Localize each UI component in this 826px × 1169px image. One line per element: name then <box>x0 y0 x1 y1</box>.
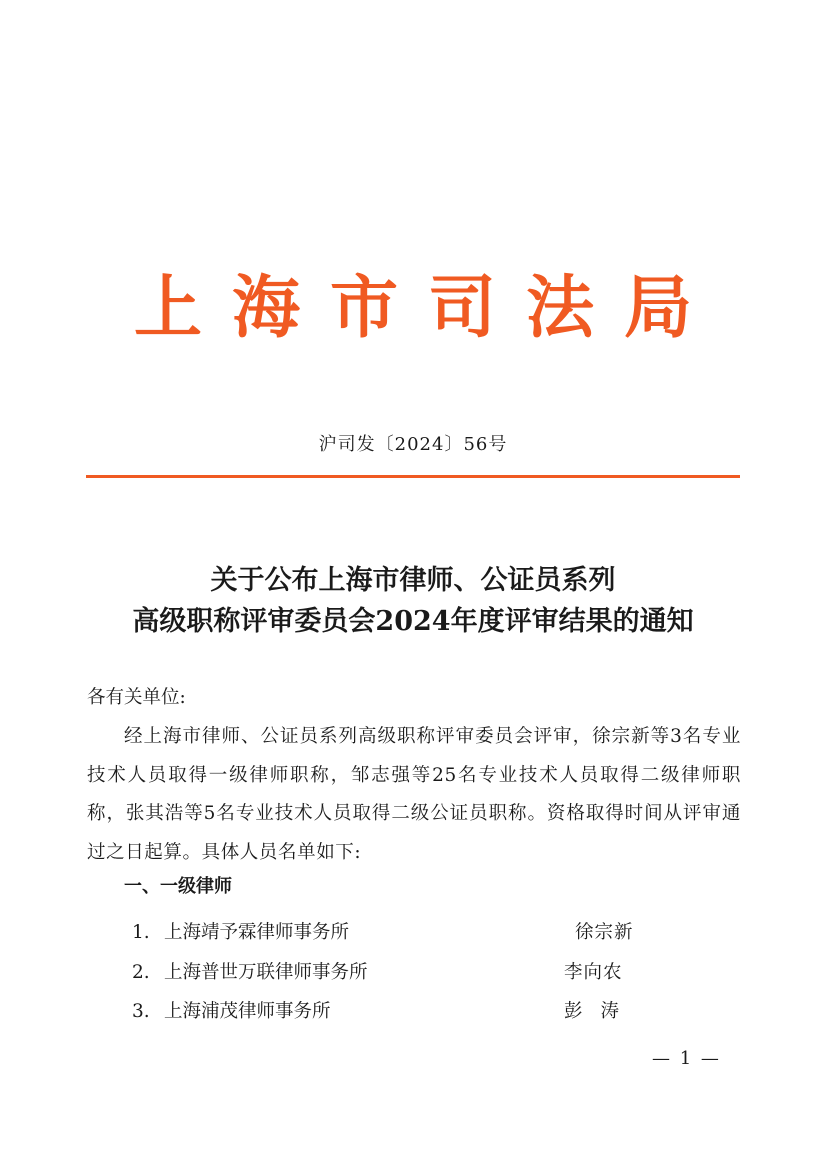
title-line-2: 高级职称评审委员会2024年度评审结果的通知 <box>132 606 694 637</box>
red-divider-line <box>86 475 740 478</box>
list-item-person: 彭涛 <box>564 1001 638 1022</box>
document-title <box>0 560 826 642</box>
body-paragraph: 经上海市律师、公证员系列高级职称评审委员会评审，徐宗新等3名专业技术人员取得一级律师职称，邹志强等25名专业技术人员取得二级律师职称，张其浩等5名专业技术人员取得二级公证员职称。资格取得时间从评审通过之日起算。具体人员名单如下: <box>87 726 741 863</box>
list-item <box>132 997 732 1035</box>
page-number: — 1 — <box>652 1048 721 1069</box>
list-item-person: 徐宗新 <box>575 922 634 943</box>
list-item <box>132 918 732 956</box>
document-number: 沪司发〔2024〕56号 <box>318 434 508 455</box>
list-item-person: 李向农 <box>564 962 623 983</box>
issuer-masthead: 上海市司法局 <box>133 268 722 348</box>
list-item-organization: 上海靖予霖律师事务所 <box>164 922 350 943</box>
list-item <box>132 958 732 996</box>
list-item-number: 2. <box>132 962 150 983</box>
list-item-number: 3. <box>132 1001 150 1022</box>
title-line-1: 关于公布上海市律师、公证员系列 <box>210 565 616 596</box>
section-heading: 一、一级律师 <box>124 876 232 897</box>
list-item-organization: 上海普世万联律师事务所 <box>164 962 368 983</box>
list-item-organization: 上海浦茂律师事务所 <box>164 1001 331 1022</box>
list-item-number: 1. <box>132 922 150 943</box>
salutation: 各有关单位: <box>87 687 186 708</box>
